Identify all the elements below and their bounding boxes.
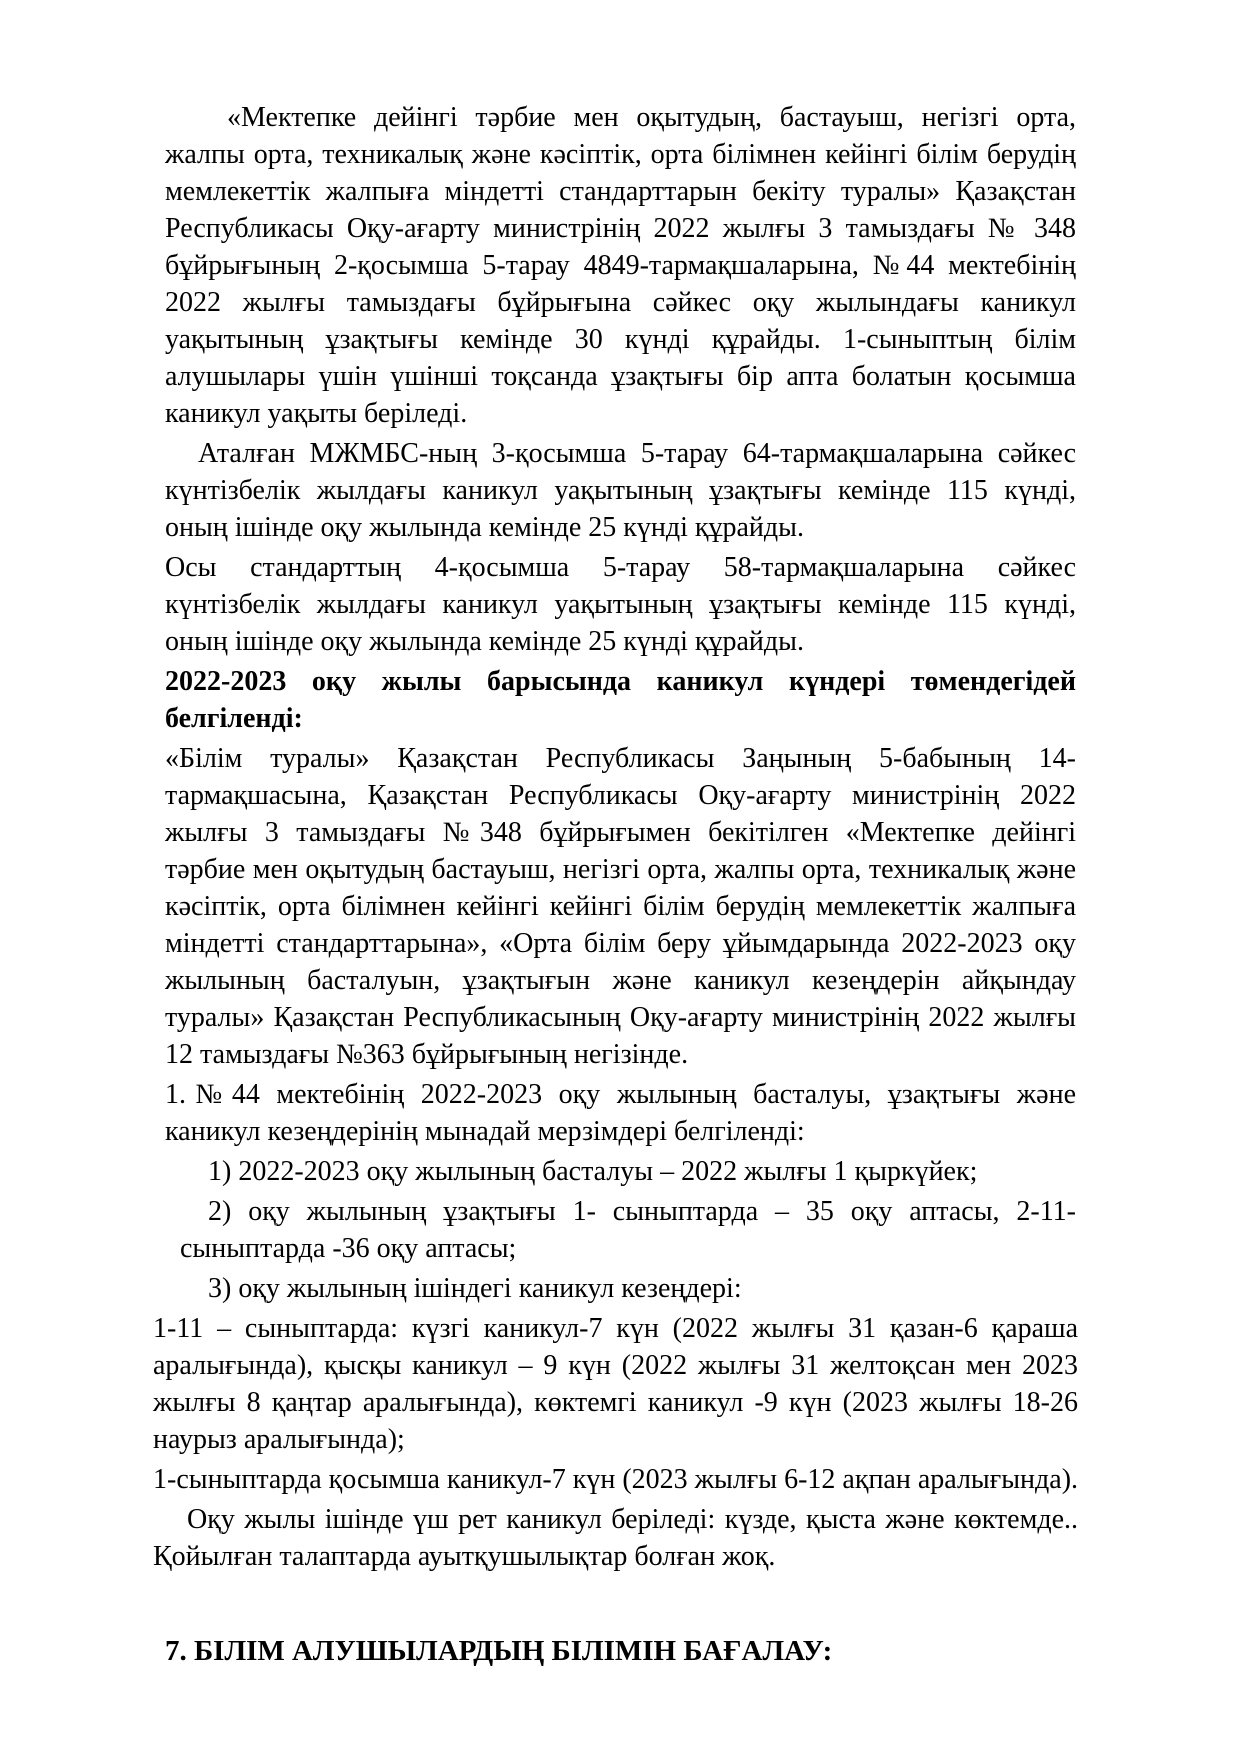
paragraph-school44-terms: 1.№44 мектебінің 2022-2023 оқу жылының басталуы, ұзақтығы және каникул кезеңдерінің мынадай мерзімдері белгіленді: xyxy=(165,1079,1076,1147)
paragraph-mzhmbs-holiday-duration: Аталған МЖМБС-ның 3-қосымша 5-тарау 64-тармақшаларына сәйкес күнтізбелік жылдағы каникул уақытының ұзақтығы кемінде 115 күнді, оның ішінде оқу жылында кемінде 25 күнді құрайды. xyxy=(165,438,1076,543)
paragraph-standard-approval: «Мектепке дейінгі тәрбие мен оқытудың, бастауыш, негізгі орта, жалпы орта, техникалық және кәсіптік, орта білімнен кейінгі білім берудің мемлекеттік жалпыға міндетті стандарттарын бекіту туралы» Қазақстан Республикасы Оқу-ағарту министрінің 2022 жылғы 3 тамыздағы № 348 бұйрығының 2-қосымша 5-тарау 4849-тармақшаларына, №44 мектебінің 2022 жылғы тамыздағы бұйрығына сәйкес оқу жылындағы каникул уақытының ұзақтығы кемінде 30 күнді құрайды. 1-сыныптың білім алушылары үшін үшінші тоқсанда ұзақтығы бір апта болатын қосымша каникул уақыты беріледі. xyxy=(165,102,1076,429)
list-item-school-year-start: 1) 2022-2023 оқу жылының басталуы – 2022 жылғы 1 қыркүйек; xyxy=(208,1156,978,1187)
section-heading-assessment: 7. БІЛІМ АЛУШЫЛАРДЫҢ БІЛІМІН БАҒАЛАУ: xyxy=(165,1635,833,1667)
list-item-school-year-length: 2) оқу жылының ұзақтығы 1- сыныптарда – 35 оқу аптасы, 2-11-сыныптарда -36 оқу аптасы; xyxy=(180,1196,1076,1264)
list-item-holiday-periods: 3) оқу жылының ішіндегі каникул кезеңдері: xyxy=(208,1273,742,1304)
paragraph-standard-chapter5: Осы стандарттың 4-қосымша 5-тарау 58-тармақшаларына сәйкес күнтізбелік жылдағы каникул уақытының ұзақтығы кемінде 115 күнді, оның ішінде оқу жылында кемінде 25 күнді құрайды. xyxy=(165,552,1076,657)
document-body xyxy=(153,99,1078,1670)
paragraph-grade1-extra-holiday: 1-сыныптарда қосымша каникул-7 күн (2023 жылғы 6-12 ақпан аралығында). xyxy=(153,1464,1079,1495)
paragraph-bilim-turaly-order: «Білім туралы» Қазақстан Республикасы Заңының 5-бабының 14-тармақшасына, Қазақстан Республикасы Оқу-ағарту министрінің 2022 жылғы 3 тамыздағы №348 бұйрығымен бекітілген «Мектепке дейінгі тәрбие мен оқытудың бастауыш, негізгі орта, жалпы орта, техникалық және кәсіптік, орта білімнен кейінгі кейінгі білім берудің мемлекеттік жалпыға міндетті стандарттарына», «Орта білім беру ұйымдарында 2022-2023 оқу жылының басталуын, ұзақтығын және каникул кезеңдерін айқындау туралы» Қазақстан Республикасының Оқу-ағарту министрінің 2022 жылғы 12 тамыздағы №363 бұйрығының негізінде. xyxy=(165,743,1076,1070)
paragraph-holiday-days-intro-bold: 2022-2023 оқу жылы барысында каникул күндері төмендегідей белгіленді: xyxy=(165,666,1076,734)
paragraph-grades-1-11-holidays: 1-11 – сыныптарда: күзгі каникул-7 күн (2022 жылғы 31 қазан-6 қараша аралығында), қысқы каникул – 9 күн (2022 жылғы 31 желтоқсан мен 2023 жылғы 8 қаңтар аралығында), көктемгі каникул -9 күн (2023 жылғы 18-26 наурыз аралығында); xyxy=(153,1313,1078,1455)
paragraph-summary-no-deviations: Оқу жылы ішінде үш рет каникул беріледі: күзде, қыста және көктемде.. Қойылған талаптарда ауытқушылықтар болған жоқ. xyxy=(153,1504,1078,1572)
